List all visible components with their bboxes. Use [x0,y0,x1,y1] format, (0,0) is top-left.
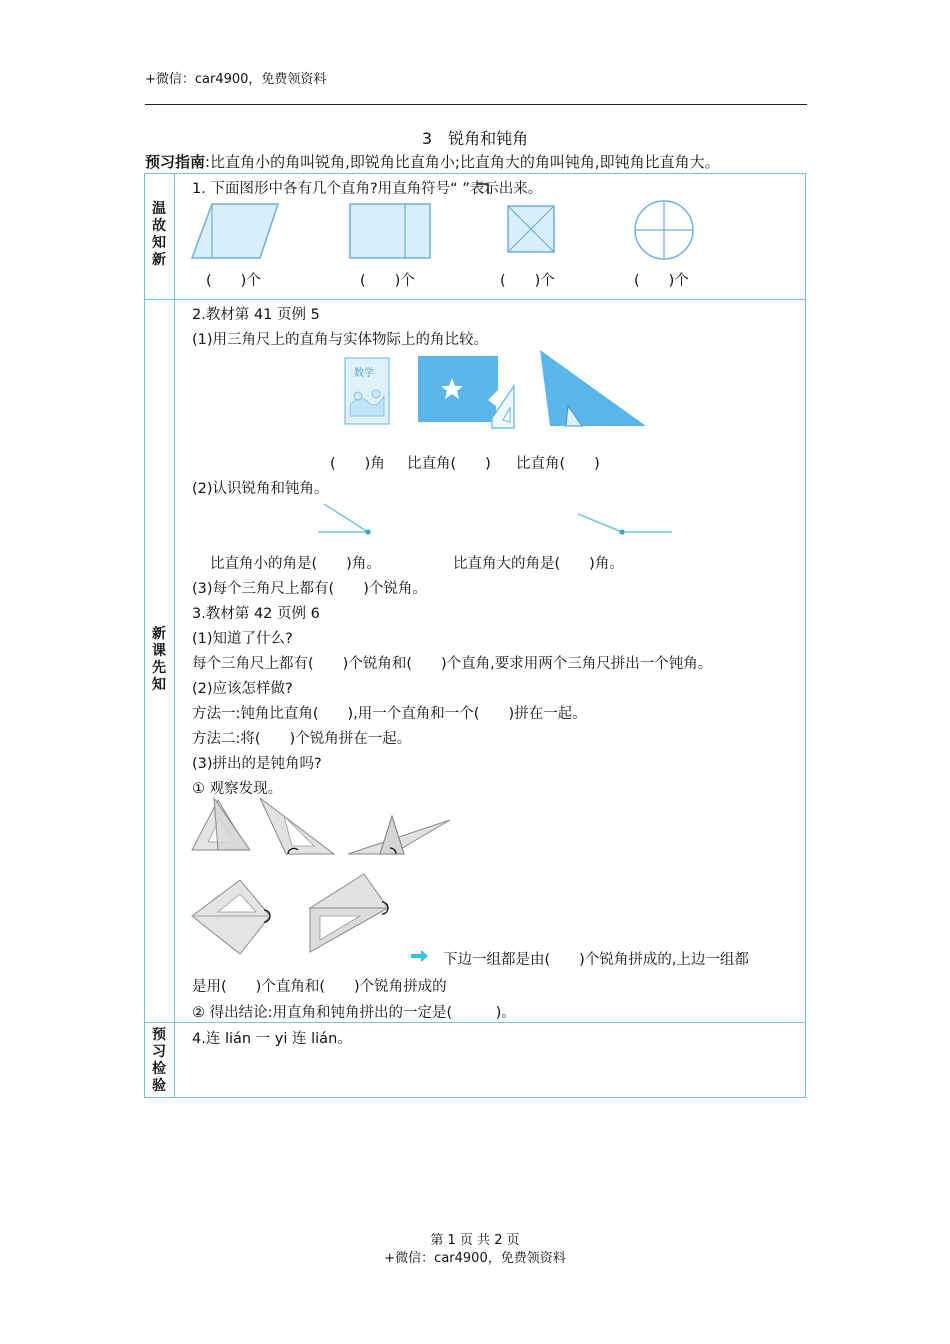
q3-arrow-text: 下边一组都是由( )个锐角拼成的,上边一组都 [443,952,749,968]
lesson-title [0,126,950,149]
q1-answer-2: ( )个 [360,273,415,289]
q1-answer-3: ( )个 [500,273,555,289]
q3-p1a: 每个三角尺上都有( )个锐角和( )个直角,要求用两个三角尺拼出一个钝角。 [192,656,713,672]
q1-text: 1. 下面图形中各有几个直角?用直角符号“ ”表示出来。 [192,181,543,197]
set-square-pair-3 [348,816,450,854]
q2-obtuse-text: 比直角大的角是( )角。 [453,556,624,572]
set-squares-bottom-row [188,872,398,960]
q2-p2: (2)认识锐角和钝角。 [192,481,329,497]
q3-conclusion: ② 得出结论:用直角和钝角拼出的一定是( )。 [192,1005,516,1021]
set-square-pair-5 [310,874,388,952]
section-new-text: 新课先知 [152,626,166,693]
row-divider-2 [144,1022,806,1023]
q1-answer-1: ( )个 [206,273,261,289]
guide-label: 预习指南 [145,153,206,171]
header-rule [145,104,807,105]
parallelogram-shape [192,204,278,258]
q3-method-2: 方法二:将( )个锐角拼在一起。 [192,731,412,747]
obtuse-angle-drawing [578,514,672,535]
preview-guide [145,151,720,172]
set-square-pair-2 [260,798,334,854]
lesson-title-text: 锐角和钝角 [448,129,529,148]
q2-compare-1: ( )角 [330,456,385,472]
q3-p3: (3)拼出的是钝角吗? [192,756,322,772]
q3-observe: ① 观察发现。 [192,781,283,797]
lesson-number: 3 [421,129,433,148]
q2-acute-text: 比直角小的角是( )角。 [210,556,381,572]
row-divider-1 [144,299,806,300]
side-column-divider [174,173,175,1098]
right-angle-symbol-icon [475,181,491,195]
acute-angle-drawing [318,504,371,535]
q1-shapes [186,200,706,264]
set-square-pair-4 [192,880,270,954]
q3-method-1: 方法一:钝角比直角( ),用一个直角和一个( )拼在一起。 [192,706,587,722]
set-square-pair-1 [192,798,250,850]
set-squares-top-row [188,796,458,862]
q2-p3: (3)每个三角尺上都有( )个锐角。 [192,581,427,597]
q4-text: 4.连 lián 一 yi 连 lián。 [192,1031,352,1047]
q2-compare-images [340,348,650,430]
page-number: 第 1 页 共 2 页 [430,1233,520,1248]
blue-triangle-image [540,350,646,426]
section-new-label [144,626,174,694]
q3-p1: (1)知道了什么? [192,631,293,647]
q3-title: 3.教材第 42 页例 6 [192,606,320,622]
header-note: +微信：car4900，免费领资料 [145,72,327,87]
footer-note: +微信：car4900，免费领资料 [384,1251,566,1266]
blue-card-image [418,356,514,428]
right-arrow-icon [411,949,429,963]
q2-title: 2.教材第 41 页例 5 [192,307,320,323]
q3-continued: 是用( )个直角和( )个锐角拼成的 [192,979,447,995]
q2-compare-3: 比直角( ) [516,456,600,472]
section-review-label [144,201,174,269]
section-review-text: 温故知新 [152,201,166,268]
section-check-label [144,1027,174,1095]
q2-angle-drawings [310,498,680,542]
q2-p1: (1)用三角尺上的直角与实体物际上的角比较。 [192,332,489,348]
guide-text: :比直角小的角叫锐角,即锐角比直角小;比直角大的角叫钝角,即钝角比直角大。 [205,153,720,171]
rectangle-shape [350,204,430,258]
q3-p2: (2)应该怎样做? [192,681,293,697]
book-label: 数学 [354,368,374,379]
q2-compare-2: 比直角( ) [407,456,491,472]
section-check-text: 预习检验 [152,1027,166,1094]
q1-answer-4: ( )个 [634,273,689,289]
